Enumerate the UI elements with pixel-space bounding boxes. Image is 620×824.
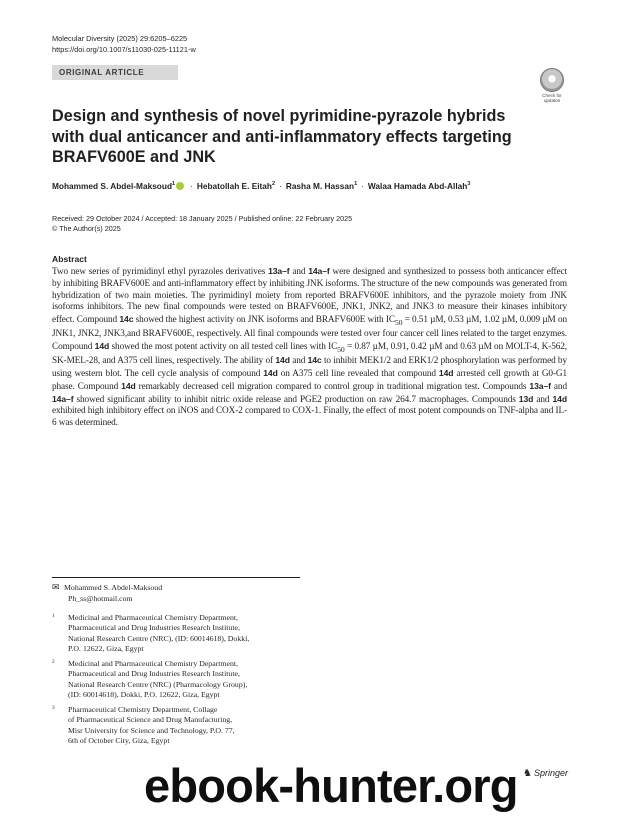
affiliation-line: Medicinal and Pharmaceutical Chemistry Department, (68, 659, 238, 668)
compound-label: 14d (275, 355, 290, 366)
abstract-body (52, 266, 567, 430)
check-for-updates-line2: updates (543, 98, 561, 103)
watermark-text: ebook-hunter.org (144, 759, 518, 812)
check-for-updates-text (535, 93, 569, 103)
affiliation-line: Pharmaceutical and Drug Industries Research Institute, (68, 669, 240, 679)
abstract-text: showed significant ability to inhibit nitric oxide release and PGE2 production on raw 264.7 macrophages. Compounds (73, 394, 519, 405)
author-affiliation-ref: 2 (272, 181, 276, 188)
compound-label: 14d (263, 368, 278, 379)
abstract-text: showed the highest activity on JNK isoforms and BRAFV600E with IC (133, 315, 395, 326)
abstract-text: and (533, 394, 553, 405)
author-list (52, 181, 470, 191)
abstract-text: remarkably decreased cell migration compared to control group in traditional migration test. Compounds (135, 381, 530, 392)
abstract-text: = 0.87 µM, 0.91, 0.42 µM and 0.63 µM on MOLT-4, K-562, SK-MEL-28, and A375 cell lines, respectively. The ability of (52, 341, 567, 367)
crossmark-icon (540, 68, 564, 92)
compound-label: 14a–f (52, 393, 74, 404)
affiliation-line: of Pharmaceutical Science and Drug Manufacturing, (68, 715, 233, 725)
abstract-text: to inhibit MEK1/2 and ERK1/2 phosphorylation was performed by using western blot. The cell cycle analysis of compound (52, 356, 567, 380)
compound-label: 14d (121, 380, 136, 391)
author-affiliation-ref: 3 (467, 181, 471, 188)
author-name[interactable]: Rasha M. Hassan (285, 181, 355, 191)
author-separator: · (361, 181, 364, 191)
subscript-text: 50 (394, 318, 403, 328)
affiliation-item (52, 705, 302, 746)
affiliation-line: Pharmaceutical Chemistry Department, Collage (68, 705, 218, 714)
correspondence-block (52, 582, 162, 604)
springer-horse-icon: ♞ (523, 768, 532, 779)
compound-label: 14d (552, 393, 567, 404)
author-name[interactable]: Hebatollah E. Eitah (196, 181, 272, 191)
compound-label: 14c (307, 355, 322, 366)
publisher-logo (523, 768, 568, 779)
affiliation-number: 2 (52, 659, 55, 665)
compound-label: 14a–f (308, 266, 330, 276)
copyright-line: © The Author(s) 2025 (52, 224, 121, 233)
doi-link[interactable]: https://doi.org/10.1007/s11030-025-11121-w (52, 45, 196, 54)
corresponding-author-email[interactable]: Ph_ss@hotmail.com (68, 593, 133, 603)
author-name[interactable]: Mohammed S. Abdel-Maksoud (52, 181, 173, 191)
compound-label: 14d (94, 340, 110, 351)
abstract-text: and (550, 381, 567, 392)
affiliation-item (52, 613, 302, 654)
author-affiliation-ref: 1 (172, 181, 176, 188)
article-history: Received: 29 October 2024 / Accepted: 18 January 2025 / Published online: 22 February 2025 (52, 214, 353, 223)
orcid-icon[interactable] (176, 182, 184, 190)
abstract-text: Two new series of pyrimidinyl ethyl pyrazoles derivatives (52, 267, 269, 277)
affiliation-line: (ID: 60014618), Dokki, P.O. 12622, Giza, Egypt (68, 689, 220, 699)
abstract-text: arrested cell growth at G0-G1 phase. Compound (52, 369, 568, 392)
footnote-divider (52, 577, 300, 578)
affiliation-item (52, 659, 302, 700)
abstract-text: showed the most potent activity on all tested cell lines with IC (109, 341, 338, 352)
abstract-text: and (289, 267, 309, 277)
publication-dates (52, 214, 352, 234)
compound-label: 14d (438, 368, 454, 379)
affiliation-line: National Research Centre (NRC) (Pharmacology Group), (68, 679, 248, 689)
abstract-text: were designed and synthesized to possess both anticancer effect by inhibiting BRAFV600E and anti-inflammatory effect by inhibiting JNK isoforms. The structure of the new compounds was generated from hybridization of two main moieties. The pyrimidinyl moiety from reported BRAFV600E inhibitors, and the pyrazole moiety from JNK isoforms inhibitors. The new final compounds were tested on BRAFV600E, JNK1, JNK2, and JNK3 to measure their kinases inhibitory effect. Compound (52, 267, 567, 326)
envelope-icon: ✉ (52, 582, 60, 592)
affiliation-line: Medicinal and Pharmaceutical Chemistry Department, (68, 613, 238, 622)
affiliation-line: 6th of October City, Giza, Egypt (68, 735, 170, 745)
abstract-text: = 0.51 µM, 0.53 µM, 1.02 µM, 0.009 µM on JNK1, JNK2, JNK3,and BRAFV600E, respectively. All final compounds were tested over four cancer cell lines related to the target enzymes. Compound (52, 315, 567, 352)
compound-label: 13a–f (529, 380, 551, 391)
abstract-text: exhibited high inhibitory effect on iNOS and COX-2 compared to COX-1. Finally, the effect of most potent compounds on TNF-alpha and IL-6 was determined. (52, 406, 567, 429)
journal-citation: Molecular Diversity (2025) 29:6205–6225 (52, 34, 188, 43)
affiliation-number: 3 (52, 705, 55, 711)
abstract-heading: Abstract (52, 254, 87, 264)
check-for-updates-line1: Check for (542, 93, 562, 98)
corresponding-author-name: Mohammed S. Abdel-Maksoud (64, 583, 163, 592)
abstract-text: on A375 cell line revealed that compound (277, 369, 439, 380)
author-affiliation-ref: 1 (354, 181, 358, 188)
article-title: Design and synthesis of novel pyrimidine-pyrazole hybrids with dual anticancer and anti-inflammatory effects targeting BRAFV600E and JNK (52, 107, 512, 166)
journal-header (52, 33, 196, 55)
publisher-name: Springer (533, 768, 568, 778)
subscript-text: 50 (337, 344, 345, 354)
affiliation-number: 1 (52, 613, 55, 619)
affiliation-line: Misr University for Science and Technology, P.O. 77, (68, 725, 235, 735)
article-type-label: ORIGINAL ARTICLE (52, 65, 178, 80)
author-name[interactable]: Walaa Hamada Abd-Allah (367, 181, 468, 191)
compound-label: 13d (518, 393, 534, 404)
affiliation-line: P.O. 12622, Giza, Egypt (68, 643, 144, 653)
check-for-updates-badge[interactable] (535, 68, 569, 103)
affiliation-line: Pharmaceutical and Drug Industries Research Institute, (68, 623, 240, 633)
compound-label: 14c (119, 314, 134, 325)
author-separator: · (279, 181, 282, 191)
author-separator: · (190, 181, 193, 191)
abstract-text: and (289, 356, 308, 367)
compound-label: 13a–f (268, 266, 290, 276)
affiliation-line: National Research Centre (NRC), (ID: 60014618), Dokki, (68, 633, 250, 643)
